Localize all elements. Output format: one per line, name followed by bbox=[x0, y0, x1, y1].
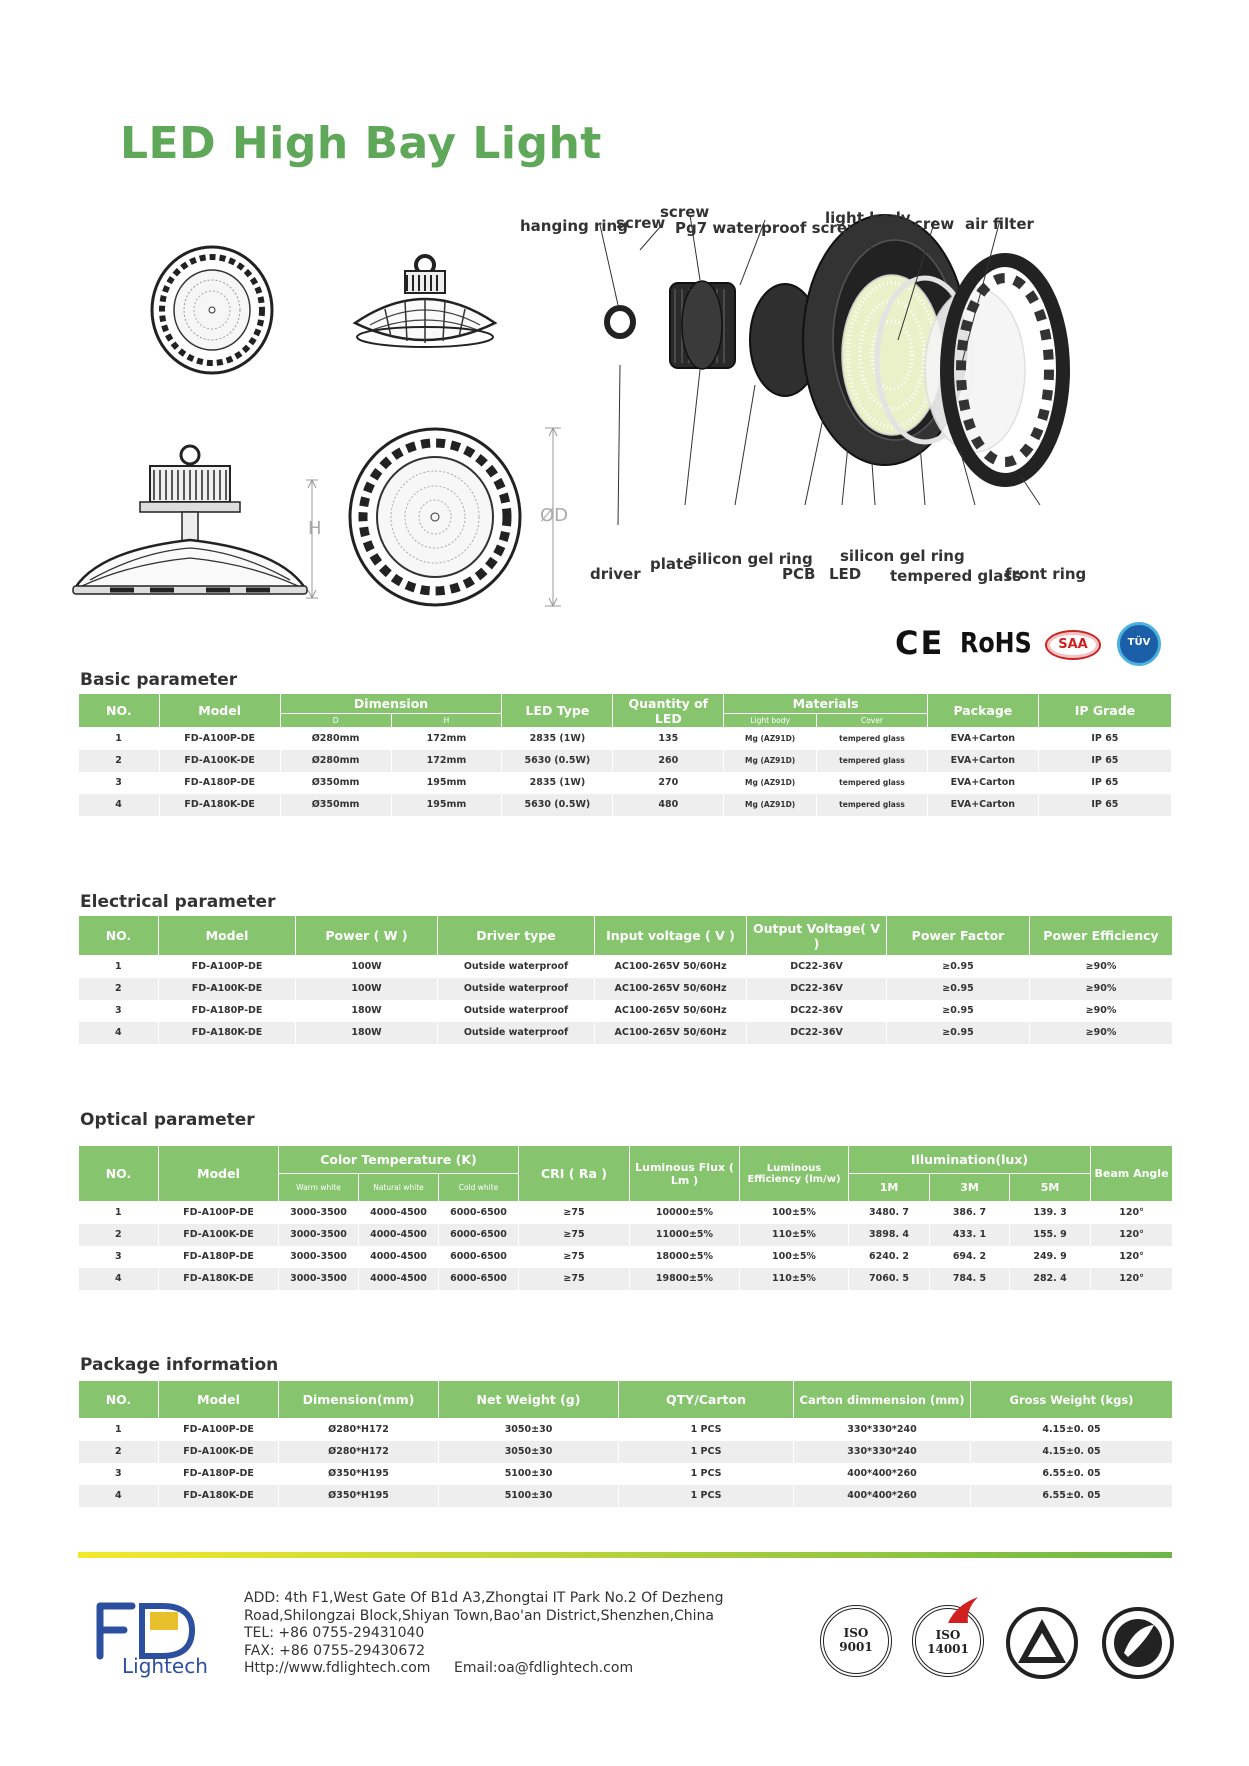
cell-model: FD-A100K-DE bbox=[159, 1441, 279, 1463]
cell-qty: 1 PCS bbox=[619, 1419, 794, 1441]
cell-net-weight: 5100±30 bbox=[439, 1463, 619, 1485]
cell-pf: ≥0.95 bbox=[887, 1022, 1030, 1044]
cell-model: FD-A100P-DE bbox=[159, 1202, 279, 1224]
cell-3m: 784. 5 bbox=[930, 1268, 1010, 1290]
col-color-temperature: Color Temperature (K) bbox=[279, 1146, 519, 1174]
cell-dimension: Ø350*H195 bbox=[279, 1463, 439, 1485]
cell-input: AC100-265V 50/60Hz bbox=[595, 956, 747, 978]
cell-power: 180W bbox=[296, 1000, 438, 1022]
address-line-2: Road,Shilongzai Block,Shiyan Town,Bao'an District,Shenzhen,China bbox=[244, 1607, 715, 1624]
cell-warm: 3000-3500 bbox=[279, 1268, 359, 1290]
cell-dimension: Ø280*H172 bbox=[279, 1419, 439, 1441]
cell-1m: 7060. 5 bbox=[849, 1268, 930, 1290]
cell-input: AC100-265V 50/60Hz bbox=[595, 1000, 747, 1022]
cell-pe: ≥90% bbox=[1030, 956, 1173, 978]
cell-cold: 6000-6500 bbox=[439, 1268, 519, 1290]
cell-power: 180W bbox=[296, 1022, 438, 1044]
tuv-text: TÜV bbox=[1127, 637, 1151, 648]
perspective-view-drawing bbox=[345, 245, 505, 365]
col-no: NO. bbox=[79, 694, 160, 728]
electrical-parameter-table bbox=[78, 915, 1173, 1044]
label-front-ring: front ring bbox=[1005, 565, 1087, 583]
cell-qty: 1 PCS bbox=[619, 1463, 794, 1485]
tuv-mark bbox=[1117, 622, 1161, 666]
cell-no: 2 bbox=[79, 978, 159, 1000]
cell-model: FD-A100K-DE bbox=[159, 750, 280, 772]
cell-model: FD-A180K-DE bbox=[159, 794, 280, 816]
col-input-voltage: Input voltage ( V ) bbox=[595, 916, 747, 956]
col-driver-type: Driver type bbox=[438, 916, 595, 956]
col-quantity-of-led: Quantity of LED bbox=[613, 694, 724, 728]
cell-model: FD-A100P-DE bbox=[159, 956, 296, 978]
cell-cover: tempered glass bbox=[817, 772, 928, 794]
cell-cold: 6000-6500 bbox=[439, 1246, 519, 1268]
col-gross-weight: Gross Weight (kgs) bbox=[971, 1381, 1173, 1419]
label-screw-1: screw bbox=[616, 214, 666, 232]
cell-cold: 6000-6500 bbox=[439, 1202, 519, 1224]
col-led-type: LED Type bbox=[502, 694, 613, 728]
cell-efficiency: 110±5% bbox=[740, 1224, 849, 1246]
company-logo bbox=[92, 1600, 232, 1680]
col-natural-white: Natural white bbox=[359, 1174, 439, 1202]
cell-cri: ≥75 bbox=[519, 1246, 630, 1268]
cell-natural: 4000-4500 bbox=[359, 1246, 439, 1268]
cell-gross: 4.15±0. 05 bbox=[971, 1441, 1173, 1463]
cell-package: EVA+Carton bbox=[927, 794, 1038, 816]
cell-efficiency: 110±5% bbox=[740, 1268, 849, 1290]
ce-mark: CE bbox=[895, 624, 945, 662]
side-view-drawing bbox=[70, 440, 320, 610]
cell-no: 4 bbox=[79, 1485, 159, 1507]
col-model: Model bbox=[159, 694, 280, 728]
table-row bbox=[79, 1441, 1173, 1463]
email-link[interactable]: Email:oa@fdlightech.com bbox=[454, 1660, 634, 1676]
cell-h: 172mm bbox=[391, 728, 502, 750]
cell-driver: Outside waterproof bbox=[438, 956, 595, 978]
cell-warm: 3000-3500 bbox=[279, 1246, 359, 1268]
top-view-drawing bbox=[150, 245, 275, 375]
cell-flux: 19800±5% bbox=[630, 1268, 740, 1290]
col-dimension: Dimension(mm) bbox=[279, 1381, 439, 1419]
cell-d: Ø350mm bbox=[280, 794, 391, 816]
col-warm-white: Warm white bbox=[279, 1174, 359, 1202]
exploded-view-illustration bbox=[580, 205, 1220, 600]
cell-output: DC22-36V bbox=[747, 956, 887, 978]
cell-h: 195mm bbox=[391, 794, 502, 816]
col-h: H bbox=[391, 714, 502, 728]
cell-h: 195mm bbox=[391, 772, 502, 794]
cell-no: 3 bbox=[79, 772, 160, 794]
cell-output: DC22-36V bbox=[747, 978, 887, 1000]
package-information-title: Package information bbox=[80, 1355, 279, 1375]
col-3m: 3M bbox=[930, 1174, 1010, 1202]
label-silicon-gel-ring-2: silicon gel ring bbox=[840, 547, 965, 565]
cell-flux: 18000±5% bbox=[630, 1246, 740, 1268]
cell-no: 3 bbox=[79, 1463, 159, 1485]
col-ip-grade: IP Grade bbox=[1038, 694, 1171, 728]
cell-flux: 10000±5% bbox=[630, 1202, 740, 1224]
table-row bbox=[79, 1485, 1173, 1507]
col-light-body: Light body bbox=[724, 714, 817, 728]
table-row bbox=[79, 750, 1172, 772]
table-row bbox=[79, 978, 1173, 1000]
cell-output: DC22-36V bbox=[747, 1022, 887, 1044]
col-no: NO. bbox=[79, 916, 159, 956]
col-carton-dimension: Carton dimmension (mm) bbox=[794, 1381, 971, 1419]
fax: FAX: +86 0755-29430672 bbox=[244, 1642, 426, 1659]
cell-gross: 6.55±0. 05 bbox=[971, 1463, 1173, 1485]
cell-natural: 4000-4500 bbox=[359, 1268, 439, 1290]
col-materials: Materials bbox=[724, 694, 928, 714]
cell-model: FD-A100K-DE bbox=[159, 978, 296, 1000]
label-hanging-ring: hanging ring bbox=[520, 217, 628, 235]
cell-pe: ≥90% bbox=[1030, 1000, 1173, 1022]
cell-cri: ≥75 bbox=[519, 1202, 630, 1224]
cell-beam: 120° bbox=[1091, 1268, 1173, 1290]
cell-carton: 400*400*260 bbox=[794, 1463, 971, 1485]
cell-efficiency: 100±5% bbox=[740, 1246, 849, 1268]
table-row bbox=[79, 1022, 1173, 1044]
cell-5m: 155. 9 bbox=[1010, 1224, 1091, 1246]
cell-beam: 120° bbox=[1091, 1246, 1173, 1268]
cell-cri: ≥75 bbox=[519, 1268, 630, 1290]
cell-led-type: 5630 (0.5W) bbox=[502, 794, 613, 816]
cell-model: FD-A100P-DE bbox=[159, 728, 280, 750]
col-no: NO. bbox=[79, 1381, 159, 1419]
cell-cover: tempered glass bbox=[817, 750, 928, 772]
label-air-filter: air filter bbox=[965, 215, 1034, 233]
cell-body: Mg (AZ91D) bbox=[724, 728, 817, 750]
cell-no: 2 bbox=[79, 750, 160, 772]
cell-body: Mg (AZ91D) bbox=[724, 772, 817, 794]
table-row bbox=[79, 794, 1172, 816]
cell-d: Ø350mm bbox=[280, 772, 391, 794]
cell-pf: ≥0.95 bbox=[887, 956, 1030, 978]
cell-beam: 120° bbox=[1091, 1202, 1173, 1224]
saa-mark bbox=[1045, 630, 1101, 660]
cell-carton: 330*330*240 bbox=[794, 1441, 971, 1463]
table-row bbox=[79, 1202, 1173, 1224]
basic-parameter-table bbox=[78, 693, 1172, 816]
cell-model: FD-A180P-DE bbox=[159, 1000, 296, 1022]
cell-model: FD-A100K-DE bbox=[159, 1224, 279, 1246]
height-label: H bbox=[308, 518, 322, 539]
col-dimension: Dimension bbox=[280, 694, 502, 714]
col-1m: 1M bbox=[849, 1174, 930, 1202]
cell-qty: 480 bbox=[613, 794, 724, 816]
table-row bbox=[79, 1000, 1173, 1022]
page-title: LED High Bay Light bbox=[120, 118, 602, 169]
cell-gross: 6.55±0. 05 bbox=[971, 1485, 1173, 1507]
cell-warm: 3000-3500 bbox=[279, 1224, 359, 1246]
cell-driver: Outside waterproof bbox=[438, 1022, 595, 1044]
cell-output: DC22-36V bbox=[747, 1000, 887, 1022]
cell-natural: 4000-4500 bbox=[359, 1224, 439, 1246]
iso14001-badge bbox=[912, 1605, 984, 1677]
label-driver: driver bbox=[590, 565, 641, 583]
cell-led-type: 2835 (1W) bbox=[502, 772, 613, 794]
cell-model: FD-A180P-DE bbox=[159, 1246, 279, 1268]
address-line-1: ADD: 4th F1,West Gate Of B1d A3,Zhongtai IT Park No.2 Of Dezheng bbox=[244, 1590, 724, 1606]
cell-no: 4 bbox=[79, 1268, 159, 1290]
cell-3m: 694. 2 bbox=[930, 1246, 1010, 1268]
table-row bbox=[79, 1463, 1173, 1485]
label-tempered-glass: tempered glass bbox=[890, 567, 1022, 585]
basic-parameter-title: Basic parameter bbox=[80, 670, 238, 690]
cell-carton: 400*400*260 bbox=[794, 1485, 971, 1507]
col-luminous-efficiency: Luminous Efficiency (lm/w) bbox=[740, 1146, 849, 1202]
col-beam-angle: Beam Angle bbox=[1091, 1146, 1173, 1202]
cell-ip: IP 65 bbox=[1038, 772, 1171, 794]
cell-qty: 270 bbox=[613, 772, 724, 794]
cell-model: FD-A100P-DE bbox=[159, 1419, 279, 1441]
cell-power: 100W bbox=[296, 978, 438, 1000]
cell-efficiency: 100±5% bbox=[740, 1202, 849, 1224]
col-model: Model bbox=[159, 1381, 279, 1419]
cell-model: FD-A180K-DE bbox=[159, 1022, 296, 1044]
cell-power: 100W bbox=[296, 956, 438, 978]
table-row bbox=[79, 1224, 1173, 1246]
col-5m: 5M bbox=[1010, 1174, 1091, 1202]
cell-input: AC100-265V 50/60Hz bbox=[595, 1022, 747, 1044]
cell-pf: ≥0.95 bbox=[887, 1000, 1030, 1022]
col-package: Package bbox=[927, 694, 1038, 728]
cell-1m: 6240. 2 bbox=[849, 1246, 930, 1268]
certification-marks bbox=[895, 620, 1185, 668]
col-cover: Cover bbox=[817, 714, 928, 728]
cell-beam: 120° bbox=[1091, 1224, 1173, 1246]
electrical-parameter-title: Electrical parameter bbox=[80, 892, 276, 912]
cell-driver: Outside waterproof bbox=[438, 1000, 595, 1022]
footer-divider bbox=[78, 1552, 1172, 1558]
cell-gross: 4.15±0. 05 bbox=[971, 1419, 1173, 1441]
col-model: Model bbox=[159, 916, 296, 956]
cell-d: Ø280mm bbox=[280, 728, 391, 750]
cell-pe: ≥90% bbox=[1030, 978, 1173, 1000]
cell-model: FD-A180K-DE bbox=[159, 1485, 279, 1507]
iso9001-badge bbox=[820, 1605, 892, 1677]
label-pcb: PCB bbox=[782, 565, 816, 583]
cell-no: 1 bbox=[79, 1419, 159, 1441]
col-power-efficiency: Power Efficiency bbox=[1030, 916, 1173, 956]
label-pg7: Pg7 waterproof screw bbox=[675, 219, 861, 237]
fd-logo-mark bbox=[92, 1600, 202, 1660]
cell-no: 2 bbox=[79, 1224, 159, 1246]
col-cold-white: Cold white bbox=[439, 1174, 519, 1202]
telephone: TEL: +86 0755-29431040 bbox=[244, 1625, 425, 1641]
flame-icon bbox=[946, 1595, 980, 1625]
cell-dimension: Ø350*H195 bbox=[279, 1485, 439, 1507]
cell-dimension: Ø280*H172 bbox=[279, 1441, 439, 1463]
optical-parameter-title: Optical parameter bbox=[80, 1110, 255, 1130]
cell-no: 4 bbox=[79, 1022, 159, 1044]
cell-no: 1 bbox=[79, 956, 159, 978]
cell-model: FD-A180P-DE bbox=[159, 772, 280, 794]
cell-cold: 6000-6500 bbox=[439, 1224, 519, 1246]
cell-no: 4 bbox=[79, 794, 160, 816]
cell-qty: 1 PCS bbox=[619, 1441, 794, 1463]
label-light-body: light body bbox=[825, 209, 911, 227]
cell-led-type: 2835 (1W) bbox=[502, 728, 613, 750]
cell-natural: 4000-4500 bbox=[359, 1202, 439, 1224]
contact-info bbox=[244, 1590, 724, 1678]
label-screw-2: screw bbox=[660, 203, 710, 221]
cell-body: Mg (AZ91D) bbox=[724, 794, 817, 816]
col-illumination: Illumination(lux) bbox=[849, 1146, 1091, 1174]
cell-warm: 3000-3500 bbox=[279, 1202, 359, 1224]
col-net-weight: Net Weight (g) bbox=[439, 1381, 619, 1419]
table-row bbox=[79, 1268, 1173, 1290]
table-row bbox=[79, 1419, 1173, 1441]
cell-no: 3 bbox=[79, 1000, 159, 1022]
cell-5m: 249. 9 bbox=[1010, 1246, 1091, 1268]
saa-text: SAA bbox=[1058, 637, 1088, 652]
cell-3m: 386. 7 bbox=[930, 1202, 1010, 1224]
certification-badges bbox=[820, 1595, 1180, 1685]
cell-package: EVA+Carton bbox=[927, 772, 1038, 794]
package-information-table bbox=[78, 1380, 1173, 1507]
cell-ip: IP 65 bbox=[1038, 728, 1171, 750]
cell-1m: 3898. 4 bbox=[849, 1224, 930, 1246]
cell-ip: IP 65 bbox=[1038, 794, 1171, 816]
label-screw-3: screw bbox=[905, 215, 955, 233]
cell-no: 1 bbox=[79, 728, 160, 750]
cell-flux: 11000±5% bbox=[630, 1224, 740, 1246]
triangle-seal-icon bbox=[1004, 1605, 1080, 1681]
rohs-mark: RoHS bbox=[960, 626, 1032, 659]
cell-model: FD-A180K-DE bbox=[159, 1268, 279, 1290]
optical-parameter-table bbox=[78, 1145, 1173, 1290]
cell-3m: 433. 1 bbox=[930, 1224, 1010, 1246]
col-model: Model bbox=[159, 1146, 279, 1202]
cell-pf: ≥0.95 bbox=[887, 978, 1030, 1000]
cell-5m: 139. 3 bbox=[1010, 1202, 1091, 1224]
diameter-label: ØD bbox=[540, 505, 569, 526]
cell-cover: tempered glass bbox=[817, 794, 928, 816]
website-link[interactable]: Http://www.fdlightech.com bbox=[244, 1660, 431, 1676]
cell-h: 172mm bbox=[391, 750, 502, 772]
cell-input: AC100-265V 50/60Hz bbox=[595, 978, 747, 1000]
table-row bbox=[79, 772, 1172, 794]
label-silicon-gel-ring-1: silicon gel ring bbox=[688, 550, 813, 568]
cell-d: Ø280mm bbox=[280, 750, 391, 772]
iso9001-text: ISO 9001 bbox=[839, 1626, 873, 1654]
col-output-voltage: Output Voltage( V ) bbox=[747, 916, 887, 956]
cell-model: FD-A180P-DE bbox=[159, 1463, 279, 1485]
cell-net-weight: 3050±30 bbox=[439, 1441, 619, 1463]
cell-cover: tempered glass bbox=[817, 728, 928, 750]
col-cri: CRI ( Ra ) bbox=[519, 1146, 630, 1202]
col-no: NO. bbox=[79, 1146, 159, 1202]
cell-no: 3 bbox=[79, 1246, 159, 1268]
cell-driver: Outside waterproof bbox=[438, 978, 595, 1000]
cell-led-type: 5630 (0.5W) bbox=[502, 750, 613, 772]
col-d: D bbox=[280, 714, 391, 728]
table-row bbox=[79, 956, 1173, 978]
cell-package: EVA+Carton bbox=[927, 728, 1038, 750]
cell-cri: ≥75 bbox=[519, 1224, 630, 1246]
cell-qty: 135 bbox=[613, 728, 724, 750]
cell-pe: ≥90% bbox=[1030, 1022, 1173, 1044]
cell-no: 2 bbox=[79, 1441, 159, 1463]
col-qty-carton: QTY/Carton bbox=[619, 1381, 794, 1419]
cell-5m: 282. 4 bbox=[1010, 1268, 1091, 1290]
cell-net-weight: 3050±30 bbox=[439, 1419, 619, 1441]
cell-ip: IP 65 bbox=[1038, 750, 1171, 772]
label-plate: plate bbox=[650, 555, 694, 573]
col-power: Power ( W ) bbox=[296, 916, 438, 956]
cell-carton: 330*330*240 bbox=[794, 1419, 971, 1441]
leaf-seal-icon bbox=[1098, 1603, 1178, 1683]
iso14001-text: ISO 14001 bbox=[927, 1628, 969, 1656]
table-row bbox=[79, 1246, 1173, 1268]
logo-wordmark: Lightech bbox=[122, 1654, 208, 1678]
label-led: LED bbox=[829, 565, 862, 583]
cell-package: EVA+Carton bbox=[927, 750, 1038, 772]
table-row bbox=[79, 728, 1172, 750]
cell-net-weight: 5100±30 bbox=[439, 1485, 619, 1507]
cell-qty: 1 PCS bbox=[619, 1485, 794, 1507]
cell-qty: 260 bbox=[613, 750, 724, 772]
cell-body: Mg (AZ91D) bbox=[724, 750, 817, 772]
cell-1m: 3480. 7 bbox=[849, 1202, 930, 1224]
col-power-factor: Power Factor bbox=[887, 916, 1030, 956]
cell-no: 1 bbox=[79, 1202, 159, 1224]
col-luminous-flux: Luminous Flux ( Lm ) bbox=[630, 1146, 740, 1202]
